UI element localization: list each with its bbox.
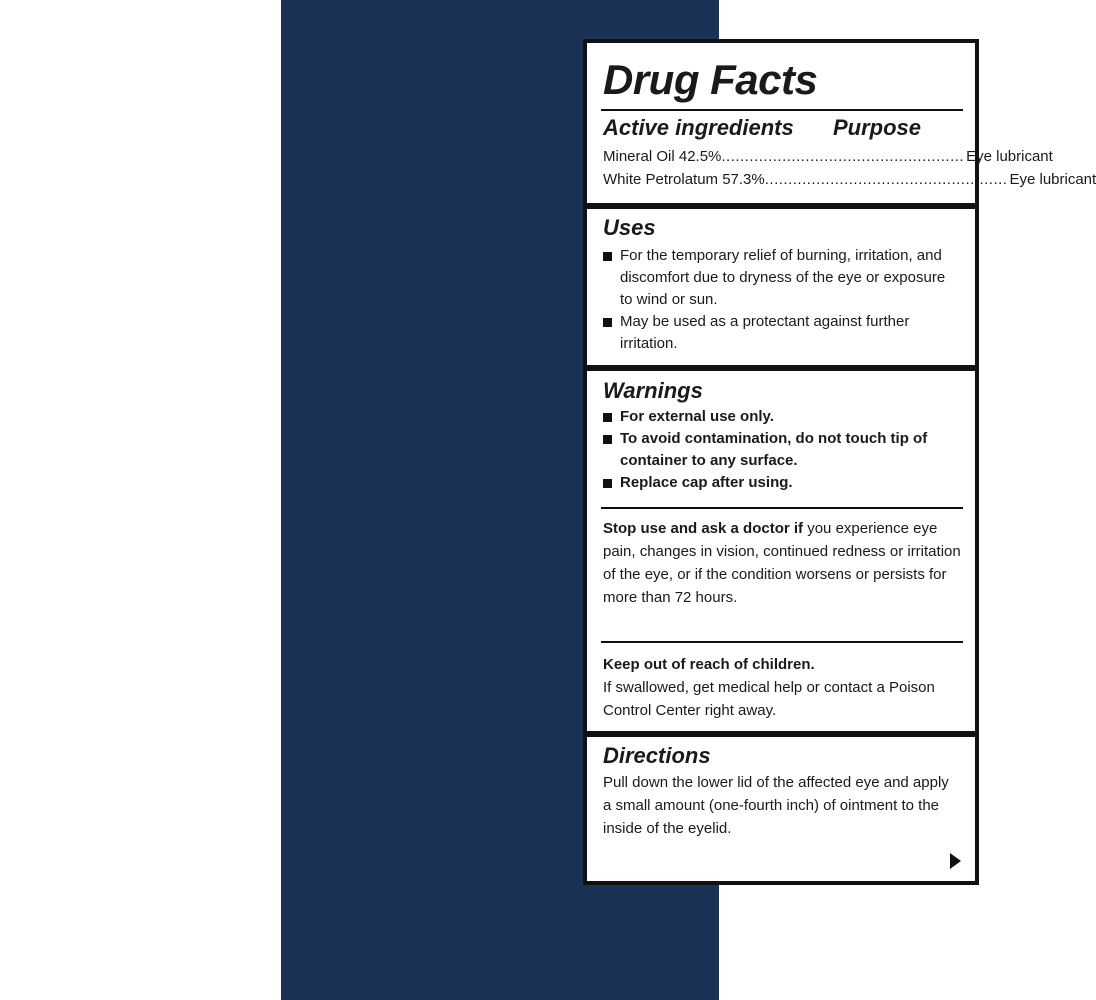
- black-square-bullet-icon: [603, 252, 612, 261]
- ingredient-name: Mineral Oil 42.5%: [603, 148, 722, 165]
- keep-out-text: If swallowed, get medical help or contact a Poison Control Center right away.: [603, 679, 935, 719]
- directions-heading: Directions: [603, 743, 711, 768]
- black-square-bullet-icon: [603, 413, 612, 422]
- warnings-section: [587, 378, 975, 494]
- ingredient-purpose: Eye lubricant: [966, 148, 1053, 165]
- package-panel: [281, 0, 1096, 1000]
- ingredient-name: White Petrolatum 57.3%: [603, 171, 765, 188]
- uses-heading: Uses: [603, 215, 656, 240]
- title-divider: [601, 109, 963, 111]
- drug-facts-label: [583, 39, 1096, 885]
- section-divider: [587, 365, 975, 371]
- ingredient-row: [603, 168, 1096, 191]
- warnings-subdivider: [601, 641, 963, 643]
- directions-section: [587, 743, 975, 840]
- stop-use-block: [587, 517, 975, 609]
- warnings-item: For external use only.: [603, 406, 961, 428]
- warnings-item: Replace cap after using.: [603, 472, 961, 494]
- ingredient-row: [603, 145, 1053, 168]
- directions-text: Pull down the lower lid of the affected eye and apply a small amount (one-fourth inch) of ointment to the inside of the eyelid.: [603, 774, 949, 837]
- section-divider: [587, 731, 975, 737]
- black-square-bullet-icon: [603, 435, 612, 444]
- drug-facts-title: Drug Facts: [603, 56, 818, 103]
- stop-use-text: Stop use and ask a doctor if you experience eye pain, changes in vision, continued redness or irritation of the eye, or if the condition worsens or persists for more than 72 hours.: [603, 520, 961, 606]
- keep-out-heading: Keep out of reach of children.: [603, 656, 815, 673]
- uses-item: For the temporary relief of burning, irritation, and discomfort due to dryness of the eye or exposure to wind or sun.: [603, 245, 961, 311]
- leader-dots: ....................................................: [721, 148, 965, 165]
- leader-dots: ....................................................: [764, 171, 1008, 188]
- purpose-heading: Purpose: [832, 115, 921, 140]
- keep-out-block: [587, 653, 975, 722]
- active-ingredients-heading: Active ingredients: [603, 115, 794, 140]
- warnings-subdivider: [601, 507, 963, 509]
- black-square-bullet-icon: [603, 479, 612, 488]
- black-square-bullet-icon: [603, 318, 612, 327]
- warnings-item: To avoid contamination, do not touch tip of container to any surface.: [603, 428, 961, 472]
- uses-section: [587, 215, 975, 355]
- ingredient-purpose: Eye lubricant: [1009, 171, 1096, 188]
- section-divider: [587, 203, 975, 209]
- uses-item: May be used as a protectant against further irritation.: [603, 311, 961, 355]
- warnings-heading: Warnings: [603, 378, 703, 403]
- right-triangle-icon: [950, 853, 961, 869]
- active-ingredients-section: [587, 115, 1096, 191]
